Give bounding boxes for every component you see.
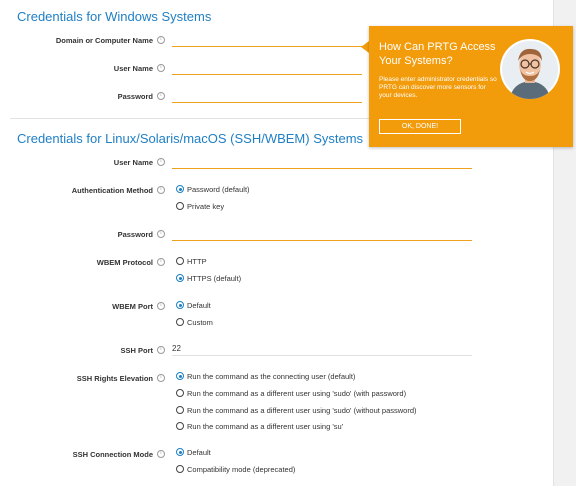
ssh-port-field[interactable]: 22: [172, 343, 472, 356]
radio-button[interactable]: [176, 422, 184, 430]
radio-label: Compatibility mode (deprecated): [187, 464, 296, 474]
wbem-https-option[interactable]: [176, 272, 241, 284]
radio-button[interactable]: [176, 406, 184, 414]
ssh-rights-label: SSH Rights Elevation: [76, 374, 153, 383]
wbem-port-label: WBEM Port: [112, 302, 153, 311]
help-popup: [369, 26, 573, 147]
ssh-mode-default-option[interactable]: [176, 446, 211, 458]
wbem-http-option[interactable]: [176, 255, 207, 267]
radio-button[interactable]: [176, 202, 184, 210]
radio-label: Default: [187, 300, 211, 310]
windows-section-title: Credentials for Windows Systems: [17, 9, 212, 24]
ssh-rights-option-sudo-password[interactable]: [176, 387, 406, 399]
radio-label: Run the command as a different user using 'su': [187, 421, 344, 431]
ssh-rights-option-connecting-user[interactable]: [176, 370, 355, 382]
radio-label: Private key: [187, 201, 225, 211]
radio-label: Run the command as a different user using 'sudo' (without password): [187, 405, 417, 415]
ok-done-button[interactable]: OK, DONE!: [379, 119, 461, 134]
linux-user-field[interactable]: [172, 156, 472, 169]
radio-button[interactable]: [176, 389, 184, 397]
windows-user-field[interactable]: [172, 62, 362, 75]
info-icon[interactable]: i: [157, 186, 165, 194]
radio-label: Custom: [187, 317, 213, 327]
wbem-port-custom-option[interactable]: [176, 316, 213, 328]
ssh-mode-label: SSH Connection Mode: [72, 450, 153, 459]
info-icon[interactable]: i: [157, 36, 165, 44]
popup-arrow: [361, 41, 369, 53]
info-icon[interactable]: i: [157, 258, 165, 266]
domain-field[interactable]: [172, 34, 362, 47]
support-avatar: [500, 39, 560, 99]
info-icon[interactable]: i: [157, 374, 165, 382]
radio-label: Password (default): [187, 184, 250, 194]
windows-user-label: User Name: [113, 64, 153, 73]
info-icon[interactable]: i: [157, 92, 165, 100]
linux-password-field[interactable]: [172, 228, 472, 241]
linux-user-label: User Name: [113, 158, 153, 167]
radio-label: HTTP: [187, 256, 207, 266]
linux-section-title: Credentials for Linux/Solaris/macOS (SSH/WBEM) Systems: [17, 131, 364, 146]
radio-button[interactable]: [176, 318, 184, 326]
radio-button[interactable]: [176, 257, 184, 265]
windows-password-field[interactable]: [172, 90, 362, 103]
linux-password-label: Password: [117, 230, 153, 239]
radio-label: HTTPS (default): [187, 273, 242, 283]
auth-method-label: Authentication Method: [71, 186, 153, 195]
windows-password-label: Password: [117, 92, 153, 101]
wbem-protocol-label: WBEM Protocol: [96, 258, 153, 267]
info-icon[interactable]: i: [157, 346, 165, 354]
radio-button[interactable]: [176, 274, 184, 282]
info-icon[interactable]: i: [157, 64, 165, 72]
radio-label: Run the command as a different user using 'sudo' (with password): [187, 388, 407, 398]
info-icon[interactable]: i: [157, 302, 165, 310]
radio-button[interactable]: [176, 185, 184, 193]
info-icon[interactable]: i: [157, 230, 165, 238]
ssh-rights-option-sudo-no-password[interactable]: [176, 404, 417, 416]
popup-title: How Can PRTG Access Your Systems?: [379, 41, 496, 67]
radio-button[interactable]: [176, 301, 184, 309]
auth-private-key-option[interactable]: [176, 200, 224, 212]
auth-password-option[interactable]: [176, 183, 250, 195]
ssh-port-label: SSH Port: [120, 346, 153, 355]
radio-button[interactable]: [176, 465, 184, 473]
radio-button[interactable]: [176, 448, 184, 456]
info-icon[interactable]: i: [157, 450, 165, 458]
ssh-rights-option-su[interactable]: [176, 420, 343, 432]
wbem-port-default-option[interactable]: [176, 299, 211, 311]
popup-body: Please enter administrator credentials so PRTG can discover more sensors for your devices.: [379, 76, 497, 99]
radio-label: Run the command as the connecting user (default): [187, 371, 356, 381]
info-icon[interactable]: i: [157, 158, 165, 166]
ssh-mode-compat-option[interactable]: [176, 463, 295, 475]
radio-button[interactable]: [176, 372, 184, 380]
domain-label: Domain or Computer Name: [55, 36, 153, 45]
radio-label: Default: [187, 447, 211, 457]
